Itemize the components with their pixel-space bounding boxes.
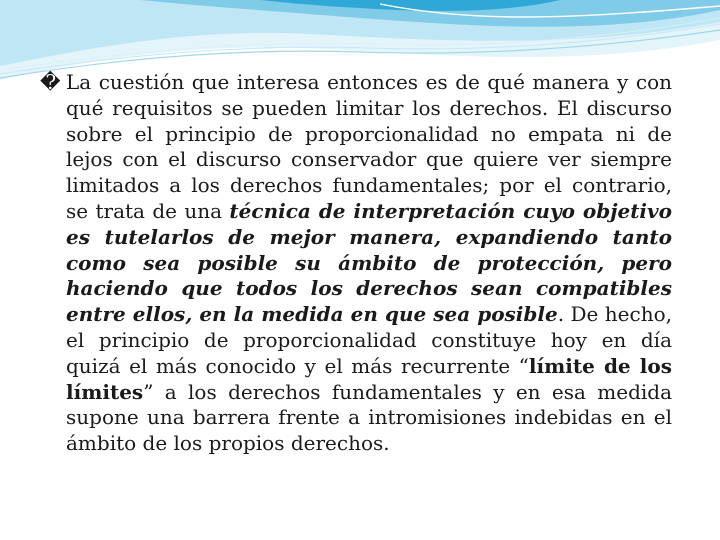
- bullet-marker: �: [40, 70, 61, 94]
- text-segment-closing: ” a los derechos fundamentales y en esa medida supone una barrera frente a intromisiones indebidas en el ámbito de los propios derechos.: [66, 379, 672, 456]
- bullet-paragraph: [40, 70, 672, 457]
- text-segment-emphasis: técnica de interpretación cuyo objetivo es tutelarlos de mejor manera, expandiendo tanto como sea posible su ámbito de protección, pero haciendo que todos los derechos sean compatibles entre ellos, en la medida en que sea posible: [66, 198, 672, 327]
- text-segment-intro: La cuestión que interesa entonces es de qué manera y con qué requisitos se pueden limitar los derechos. El discurso sobre el principio de proporcionalidad no empata ni de lejos con el discurso conservador que quiere ver siempre limitados a los derechos fundamentales; por el contrario, se trata de una: [66, 70, 672, 223]
- text-segment-middle: . De hecho, el principio de proporcionalidad constituye hoy en día quizá el más conocido y el más recurrente “: [66, 302, 673, 378]
- slide-body: [40, 70, 672, 457]
- text-segment-limite: límite de los límites: [66, 353, 672, 404]
